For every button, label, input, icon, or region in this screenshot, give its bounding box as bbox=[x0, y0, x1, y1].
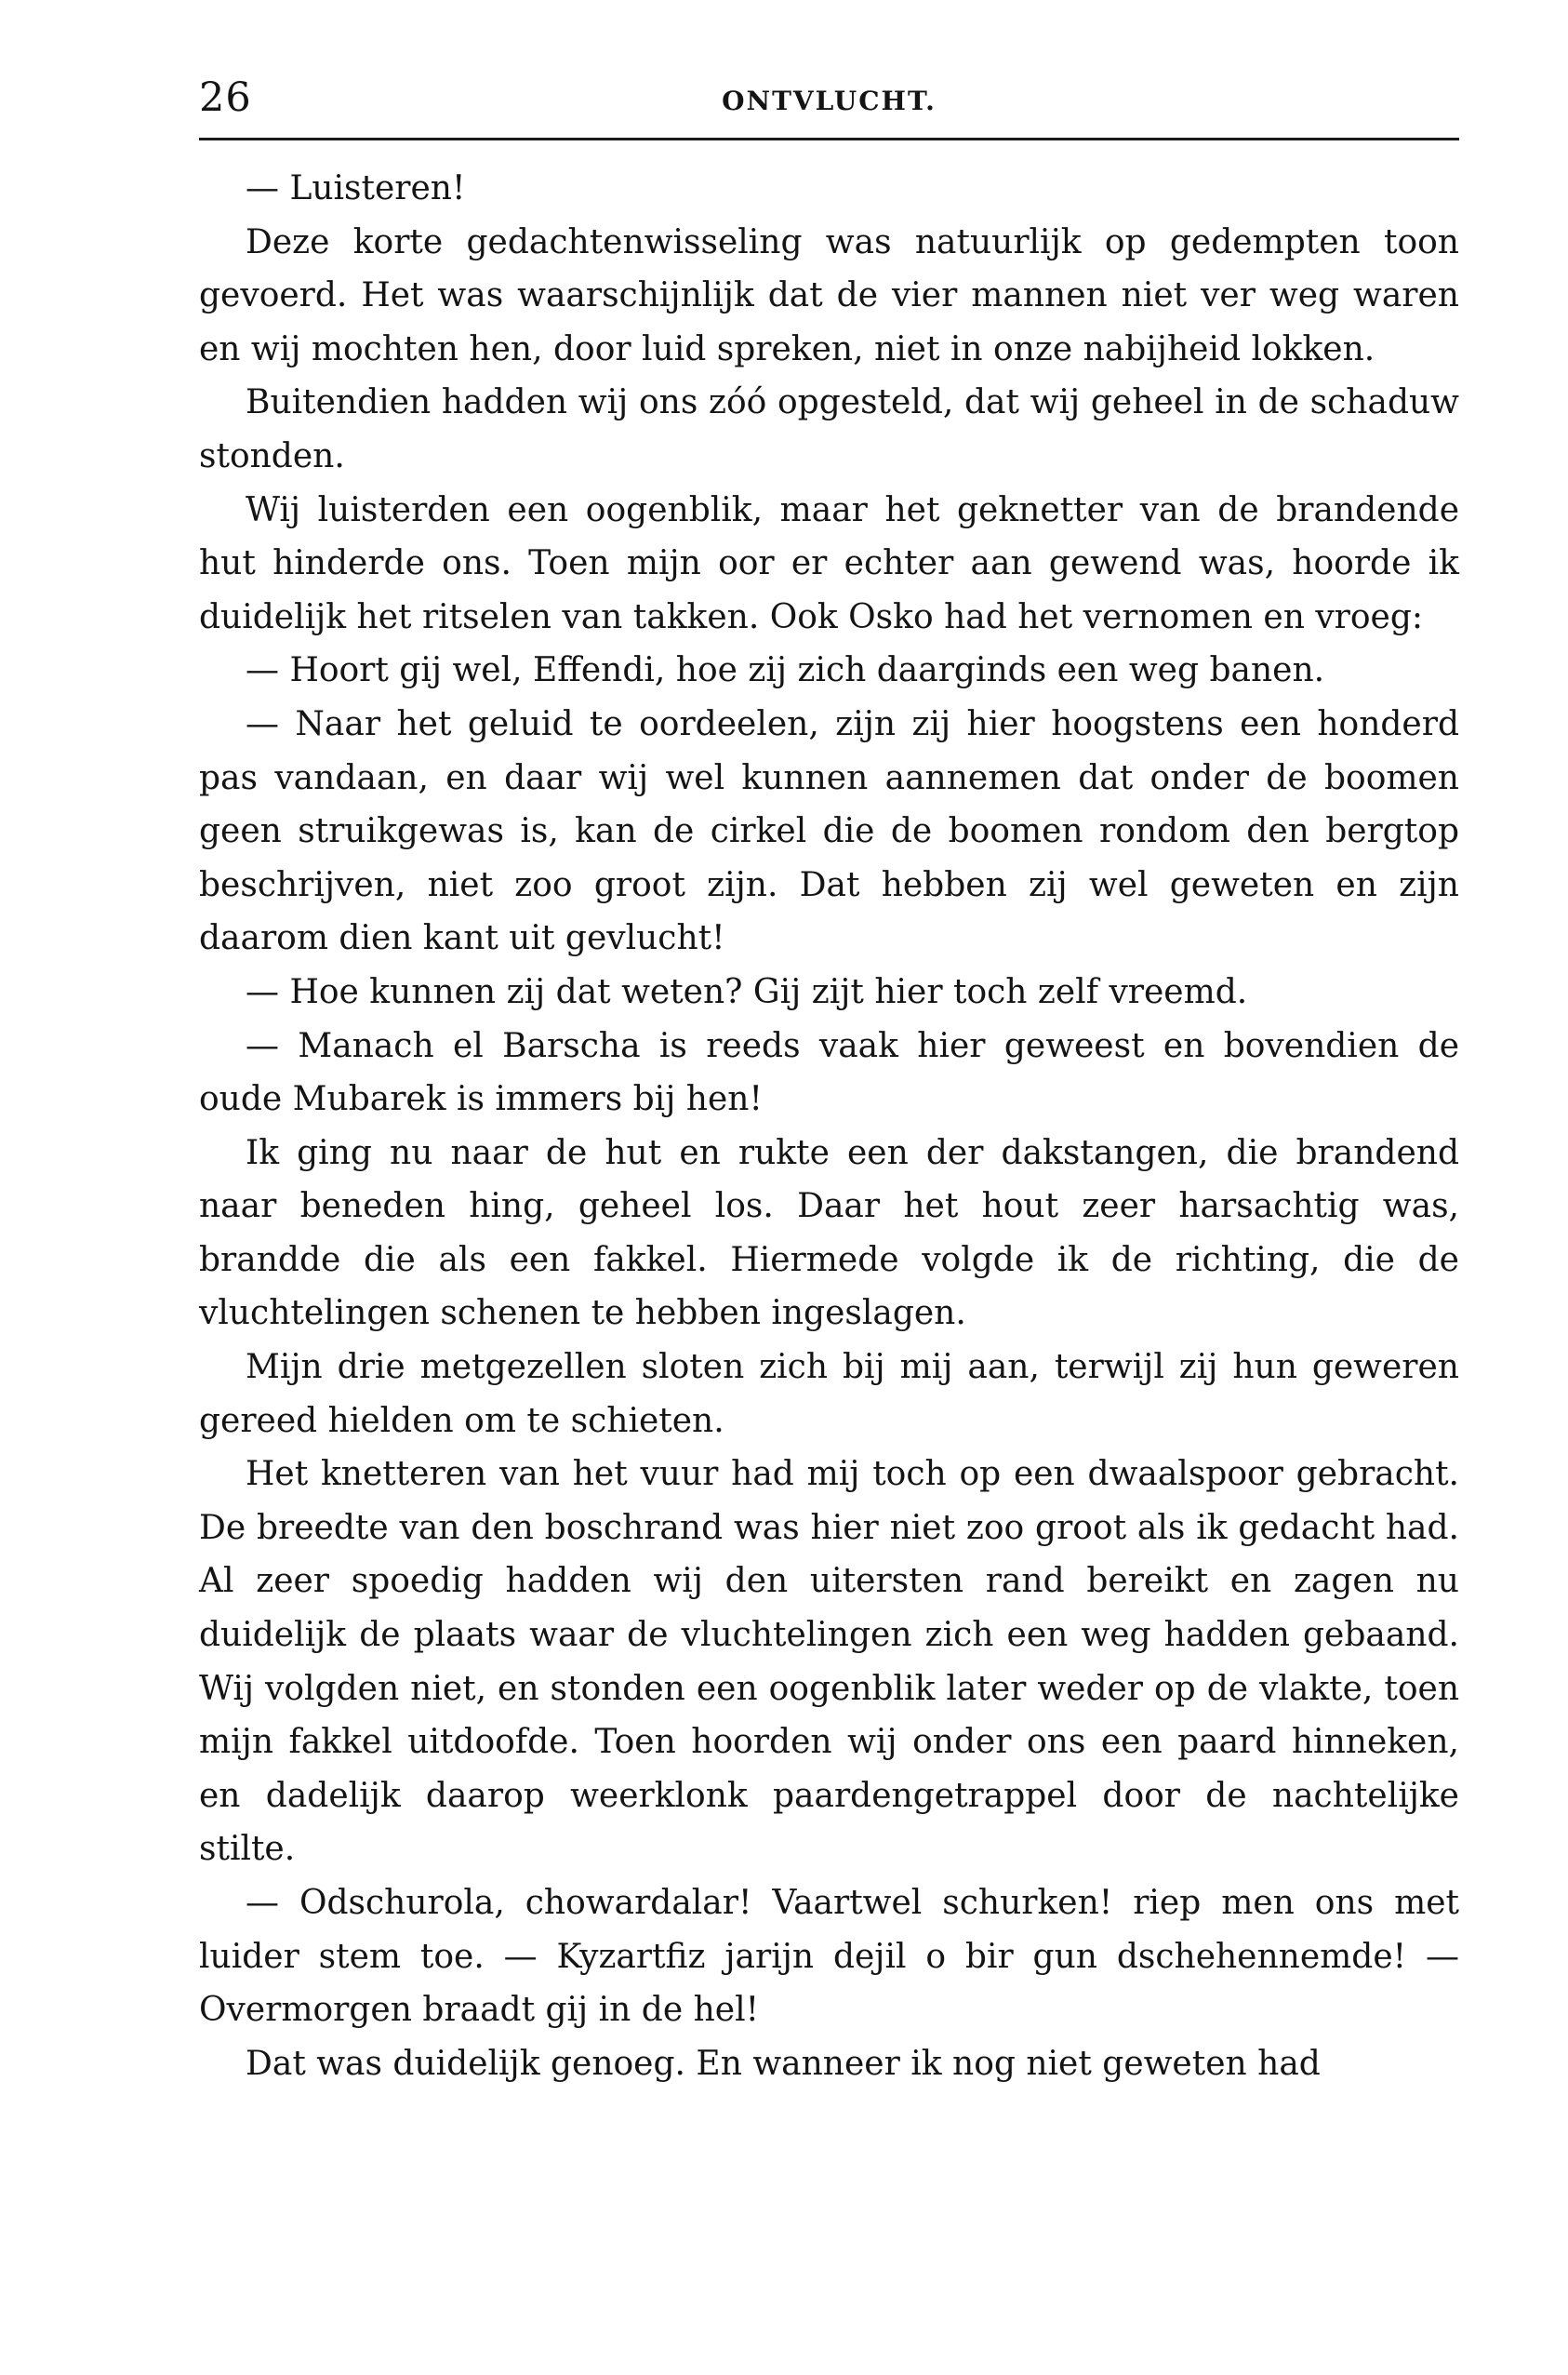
book-page bbox=[199, 0, 1459, 2375]
paragraph: Deze korte gedachtenwisseling was natuurlijk op gedempten toon gevoerd. Het was waarschijnlijk dat de vier mannen niet ver weg waren en wij mochten hen, door luid spreken, niet in onze nabijheid lokken. bbox=[199, 222, 1459, 368]
paragraph: — Manach el Barscha is reeds vaak hier geweest en bovendien de oude Mubarek is immers bij hen! bbox=[199, 1026, 1459, 1119]
paragraph: Mijn drie metgezellen sloten zich bij mij aan, terwijl zij hun geweren gereed hielden om te schieten. bbox=[199, 1348, 1459, 1440]
paragraph: Wij luisterden een oogenblik, maar het geknetter van de brandende hut hinderde ons. Toen mijn oor er echter aan gewend was, hoorde ik duidelijk het ritselen van takken. Ook Osko had het vernomen en vroeg: bbox=[199, 490, 1459, 636]
paragraph: — Hoort gij wel, Effendi, hoe zij zich daarginds een weg banen. bbox=[246, 651, 1325, 690]
paragraph: Dat was duidelijk genoeg. En wanneer ik nog niet geweten had bbox=[246, 2044, 1321, 2083]
paragraph: Buitendien hadden wij ons zóó opgesteld, dat wij geheel in de schaduw stonden. bbox=[199, 383, 1459, 475]
page-number: 26 bbox=[199, 74, 252, 121]
running-head bbox=[199, 67, 1459, 128]
paragraph: — Naar het geluid te oordeelen, zijn zij hier hoogstens een honderd pas vandaan, en daar wij wel kunnen aannemen dat onder de boomen geen struikgewas is, kan de cirkel die de boomen rondom den bergtop beschrijven, niet zoo groot zijn. Dat hebben zij wel geweten en zijn daarom dien kant uit gevlucht! bbox=[199, 704, 1459, 958]
paragraph: — Hoe kunnen zij dat weten? Gij zijt hier toch zelf vreemd. bbox=[246, 972, 1248, 1011]
paragraph: Het knetteren van het vuur had mij toch op een dwaalspoor gebracht. De breedte van den boschrand was hier niet zoo groot als ik gedacht had. Al zeer spoedig hadden wij den uitersten rand bereikt en zagen nu duidelijk de plaats waar de vluchtelingen zich een weg hadden gebaand. Wij volgden niet, en stonden een oogenblik later weder op de vlakte, toen mijn fakkel uitdoofde. Toen hoorden wij onder ons een paard hinneken, en dadelijk daarop weerklonk paardengetrappel door de nachtelijke stilte. bbox=[199, 1455, 1459, 1869]
body-text bbox=[199, 162, 1459, 2090]
running-title: ONTVLUCHT. bbox=[722, 86, 937, 116]
paragraph: — Luisteren! bbox=[246, 169, 466, 207]
paragraph: Ik ging nu naar de hut en rukte een der dakstangen, die brandend naar beneden hing, geheel los. Daar het hout zeer harsachtig was, brandde die als een fakkel. Hiermede volgde ik de richting, die de vluchtelingen schenen te hebben ingeslagen. bbox=[199, 1133, 1459, 1333]
header-rule bbox=[199, 138, 1459, 140]
paragraph: — Odschurola, chowardalar! Vaartwel schurken! riep men ons met luider stem toe. — Kyzartfiz jarijn dejil o bir gun dschehennemde! — Overmorgen braadt gij in de hel! bbox=[199, 1884, 1459, 2030]
